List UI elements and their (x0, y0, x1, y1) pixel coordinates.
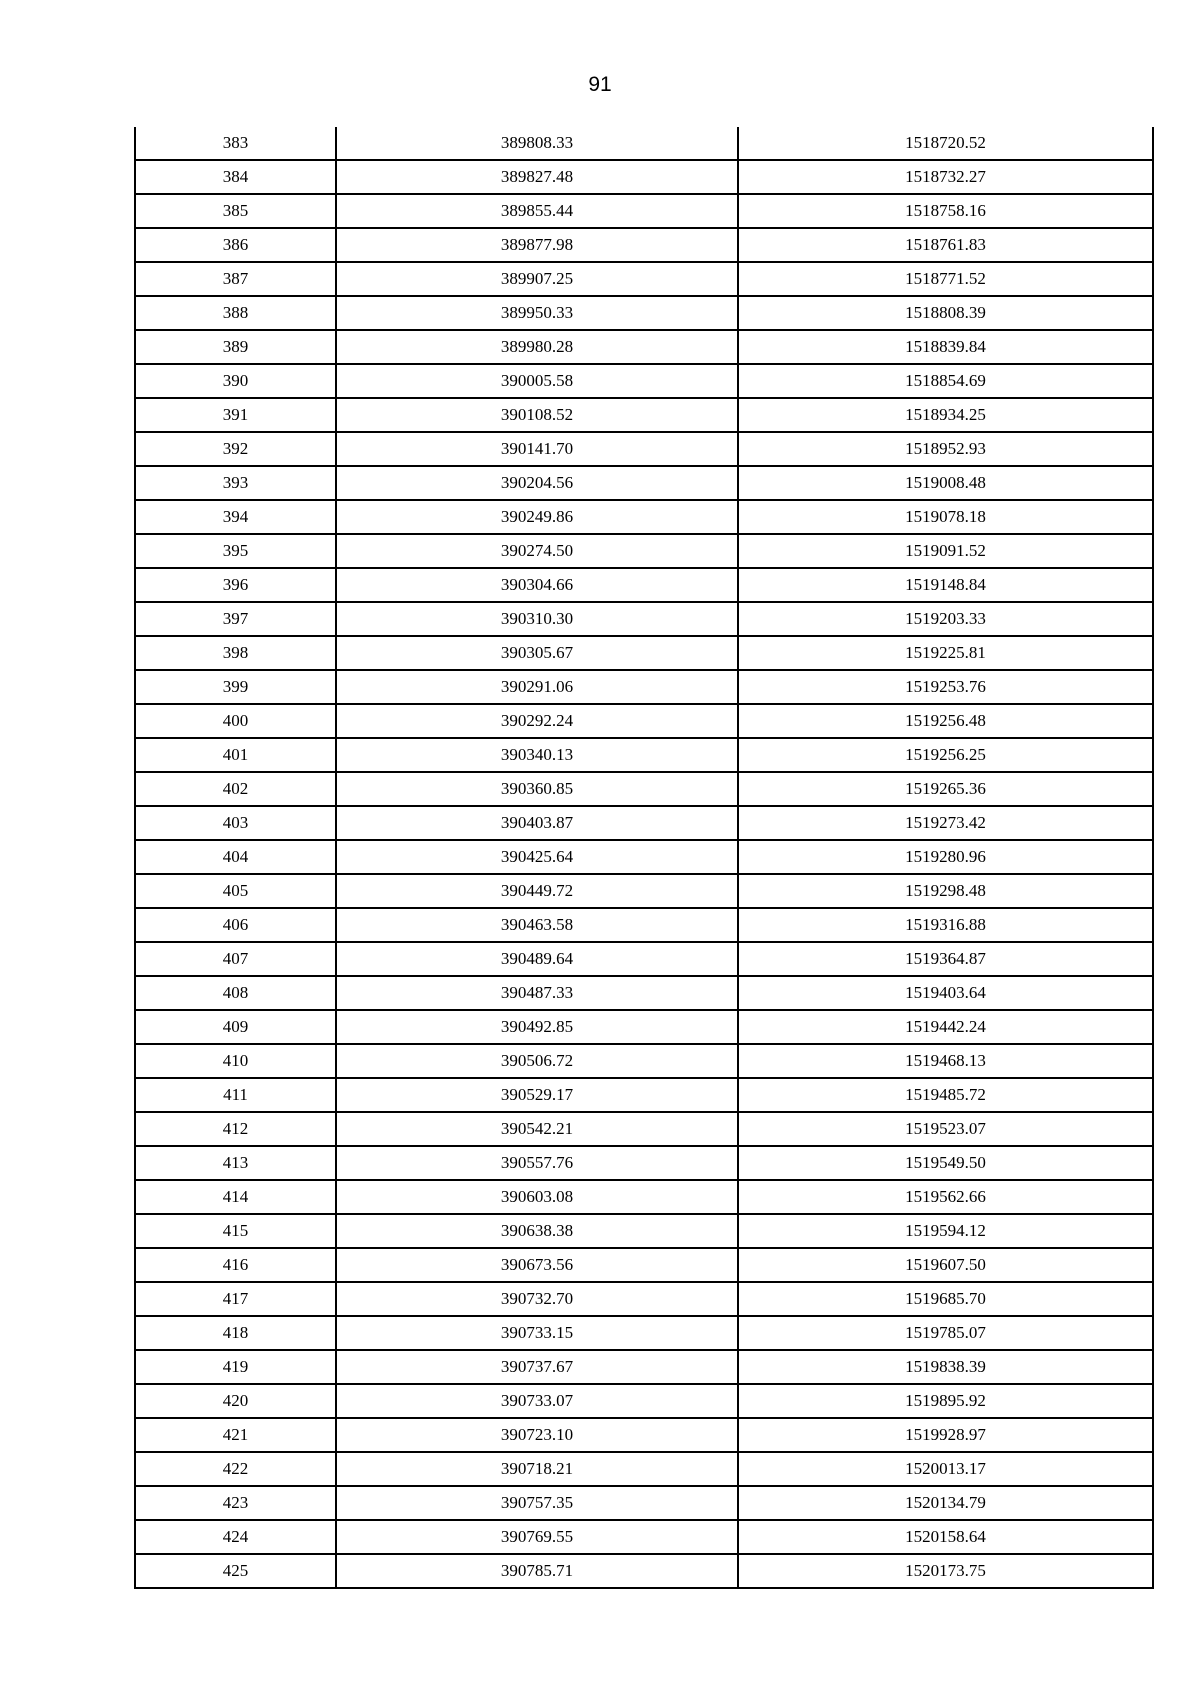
y-coordinate-cell: 1519008.48 (738, 466, 1153, 500)
table-row (135, 534, 1153, 568)
y-coordinate-cell: 1520013.17 (738, 1452, 1153, 1486)
x-coordinate-cell: 390737.67 (336, 1350, 738, 1384)
y-coordinate-cell: 1519091.52 (738, 534, 1153, 568)
y-coordinate-cell: 1519273.42 (738, 806, 1153, 840)
point-number-cell: 393 (135, 466, 336, 500)
point-number-cell: 422 (135, 1452, 336, 1486)
table-row (135, 1282, 1153, 1316)
y-coordinate-cell: 1518761.83 (738, 228, 1153, 262)
x-coordinate-cell: 390204.56 (336, 466, 738, 500)
table-row (135, 160, 1153, 194)
y-coordinate-cell: 1519148.84 (738, 568, 1153, 602)
table-row (135, 1248, 1153, 1282)
y-coordinate-cell: 1518758.16 (738, 194, 1153, 228)
x-coordinate-cell: 390557.76 (336, 1146, 738, 1180)
point-number-cell: 387 (135, 262, 336, 296)
x-coordinate-cell: 390785.71 (336, 1554, 738, 1588)
y-coordinate-cell: 1519364.87 (738, 942, 1153, 976)
point-number-cell: 406 (135, 908, 336, 942)
y-coordinate-cell: 1519225.81 (738, 636, 1153, 670)
table-row (135, 500, 1153, 534)
x-coordinate-cell: 390542.21 (336, 1112, 738, 1146)
x-coordinate-cell: 390305.67 (336, 636, 738, 670)
table-row (135, 330, 1153, 364)
point-number-cell: 415 (135, 1214, 336, 1248)
point-number-cell: 408 (135, 976, 336, 1010)
point-number-cell: 404 (135, 840, 336, 874)
point-number-cell: 397 (135, 602, 336, 636)
table-row (135, 1078, 1153, 1112)
point-number-cell: 394 (135, 500, 336, 534)
point-number-cell: 386 (135, 228, 336, 262)
table-row (135, 1044, 1153, 1078)
y-coordinate-cell: 1518808.39 (738, 296, 1153, 330)
table-row (135, 670, 1153, 704)
x-coordinate-cell: 389907.25 (336, 262, 738, 296)
x-coordinate-cell: 389950.33 (336, 296, 738, 330)
x-coordinate-cell: 390249.86 (336, 500, 738, 534)
table-row (135, 568, 1153, 602)
y-coordinate-cell: 1518854.69 (738, 364, 1153, 398)
x-coordinate-cell: 390292.24 (336, 704, 738, 738)
y-coordinate-cell: 1518720.52 (738, 127, 1153, 160)
y-coordinate-cell: 1519442.24 (738, 1010, 1153, 1044)
x-coordinate-cell: 390723.10 (336, 1418, 738, 1452)
point-number-cell: 412 (135, 1112, 336, 1146)
table-row (135, 1214, 1153, 1248)
point-number-cell: 410 (135, 1044, 336, 1078)
point-number-cell: 409 (135, 1010, 336, 1044)
y-coordinate-cell: 1519298.48 (738, 874, 1153, 908)
y-coordinate-cell: 1518952.93 (738, 432, 1153, 466)
table-row (135, 228, 1153, 262)
table-row (135, 874, 1153, 908)
point-number-cell: 421 (135, 1418, 336, 1452)
x-coordinate-cell: 390733.15 (336, 1316, 738, 1350)
x-coordinate-cell: 389827.48 (336, 160, 738, 194)
point-number-cell: 414 (135, 1180, 336, 1214)
table-row (135, 1316, 1153, 1350)
x-coordinate-cell: 390425.64 (336, 840, 738, 874)
point-number-cell: 398 (135, 636, 336, 670)
y-coordinate-cell: 1519895.92 (738, 1384, 1153, 1418)
y-coordinate-cell: 1519280.96 (738, 840, 1153, 874)
y-coordinate-cell: 1519562.66 (738, 1180, 1153, 1214)
point-number-cell: 385 (135, 194, 336, 228)
y-coordinate-cell: 1518732.27 (738, 160, 1153, 194)
x-coordinate-cell: 389877.98 (336, 228, 738, 262)
table-row (135, 1452, 1153, 1486)
x-coordinate-cell: 390757.35 (336, 1486, 738, 1520)
point-number-cell: 420 (135, 1384, 336, 1418)
table-row (135, 738, 1153, 772)
y-coordinate-cell: 1519685.70 (738, 1282, 1153, 1316)
point-number-cell: 401 (135, 738, 336, 772)
y-coordinate-cell: 1519256.48 (738, 704, 1153, 738)
point-number-cell: 392 (135, 432, 336, 466)
point-number-cell: 416 (135, 1248, 336, 1282)
x-coordinate-cell: 390673.56 (336, 1248, 738, 1282)
y-coordinate-cell: 1519078.18 (738, 500, 1153, 534)
x-coordinate-cell: 389808.33 (336, 127, 738, 160)
table-row (135, 1486, 1153, 1520)
x-coordinate-cell: 390718.21 (336, 1452, 738, 1486)
point-number-cell: 423 (135, 1486, 336, 1520)
y-coordinate-cell: 1519785.07 (738, 1316, 1153, 1350)
table-row (135, 398, 1153, 432)
table-row (135, 466, 1153, 500)
table-row (135, 1384, 1153, 1418)
point-number-cell: 400 (135, 704, 336, 738)
y-coordinate-cell: 1518771.52 (738, 262, 1153, 296)
y-coordinate-cell: 1519485.72 (738, 1078, 1153, 1112)
table-row (135, 1418, 1153, 1452)
point-number-cell: 395 (135, 534, 336, 568)
table-body (135, 127, 1153, 1588)
table-row (135, 602, 1153, 636)
table-row (135, 194, 1153, 228)
table-row (135, 942, 1153, 976)
y-coordinate-cell: 1518839.84 (738, 330, 1153, 364)
y-coordinate-cell: 1519203.33 (738, 602, 1153, 636)
table-row (135, 908, 1153, 942)
x-coordinate-cell: 390733.07 (336, 1384, 738, 1418)
point-number-cell: 405 (135, 874, 336, 908)
x-coordinate-cell: 390141.70 (336, 432, 738, 466)
table-row (135, 364, 1153, 398)
point-number-cell: 407 (135, 942, 336, 976)
y-coordinate-cell: 1518934.25 (738, 398, 1153, 432)
x-coordinate-cell: 390529.17 (336, 1078, 738, 1112)
table-row (135, 432, 1153, 466)
table-row (135, 1180, 1153, 1214)
table-row (135, 976, 1153, 1010)
y-coordinate-cell: 1519594.12 (738, 1214, 1153, 1248)
point-number-cell: 399 (135, 670, 336, 704)
table-row (135, 1520, 1153, 1554)
x-coordinate-cell: 390732.70 (336, 1282, 738, 1316)
y-coordinate-cell: 1519607.50 (738, 1248, 1153, 1282)
y-coordinate-cell: 1520158.64 (738, 1520, 1153, 1554)
point-number-cell: 391 (135, 398, 336, 432)
point-number-cell: 396 (135, 568, 336, 602)
x-coordinate-cell: 390108.52 (336, 398, 738, 432)
table-row (135, 127, 1153, 160)
y-coordinate-cell: 1519468.13 (738, 1044, 1153, 1078)
x-coordinate-cell: 390403.87 (336, 806, 738, 840)
point-number-cell: 419 (135, 1350, 336, 1384)
point-number-cell: 417 (135, 1282, 336, 1316)
point-number-cell: 389 (135, 330, 336, 364)
x-coordinate-cell: 390769.55 (336, 1520, 738, 1554)
table-row (135, 1146, 1153, 1180)
point-number-cell: 413 (135, 1146, 336, 1180)
y-coordinate-cell: 1520173.75 (738, 1554, 1153, 1588)
point-number-cell: 384 (135, 160, 336, 194)
y-coordinate-cell: 1519316.88 (738, 908, 1153, 942)
x-coordinate-cell: 390274.50 (336, 534, 738, 568)
point-number-cell: 402 (135, 772, 336, 806)
x-coordinate-cell: 390603.08 (336, 1180, 738, 1214)
y-coordinate-cell: 1519265.36 (738, 772, 1153, 806)
table-row (135, 636, 1153, 670)
x-coordinate-cell: 390360.85 (336, 772, 738, 806)
x-coordinate-cell: 389980.28 (336, 330, 738, 364)
y-coordinate-cell: 1519523.07 (738, 1112, 1153, 1146)
y-coordinate-cell: 1519256.25 (738, 738, 1153, 772)
point-number-cell: 411 (135, 1078, 336, 1112)
table-row (135, 1112, 1153, 1146)
x-coordinate-cell: 390489.64 (336, 942, 738, 976)
point-number-cell: 388 (135, 296, 336, 330)
x-coordinate-cell: 390638.38 (336, 1214, 738, 1248)
point-number-cell: 390 (135, 364, 336, 398)
y-coordinate-cell: 1519403.64 (738, 976, 1153, 1010)
table-row (135, 1350, 1153, 1384)
x-coordinate-cell: 390487.33 (336, 976, 738, 1010)
x-coordinate-cell: 390492.85 (336, 1010, 738, 1044)
table-row (135, 704, 1153, 738)
table-row (135, 262, 1153, 296)
y-coordinate-cell: 1519838.39 (738, 1350, 1153, 1384)
x-coordinate-cell: 390005.58 (336, 364, 738, 398)
point-number-cell: 424 (135, 1520, 336, 1554)
y-coordinate-cell: 1519928.97 (738, 1418, 1153, 1452)
coordinate-table (134, 127, 1154, 1589)
x-coordinate-cell: 390304.66 (336, 568, 738, 602)
y-coordinate-cell: 1520134.79 (738, 1486, 1153, 1520)
point-number-cell: 418 (135, 1316, 336, 1350)
y-coordinate-cell: 1519549.50 (738, 1146, 1153, 1180)
point-number-cell: 425 (135, 1554, 336, 1588)
x-coordinate-cell: 390463.58 (336, 908, 738, 942)
x-coordinate-cell: 390340.13 (336, 738, 738, 772)
table-row (135, 840, 1153, 874)
x-coordinate-cell: 390506.72 (336, 1044, 738, 1078)
x-coordinate-cell: 390449.72 (336, 874, 738, 908)
table-row (135, 296, 1153, 330)
y-coordinate-cell: 1519253.76 (738, 670, 1153, 704)
x-coordinate-cell: 390310.30 (336, 602, 738, 636)
table-row (135, 806, 1153, 840)
point-number-cell: 383 (135, 127, 336, 160)
table-row (135, 1554, 1153, 1588)
table-row (135, 772, 1153, 806)
point-number-cell: 403 (135, 806, 336, 840)
page-number: 91 (588, 73, 612, 96)
x-coordinate-cell: 390291.06 (336, 670, 738, 704)
x-coordinate-cell: 389855.44 (336, 194, 738, 228)
table-row (135, 1010, 1153, 1044)
